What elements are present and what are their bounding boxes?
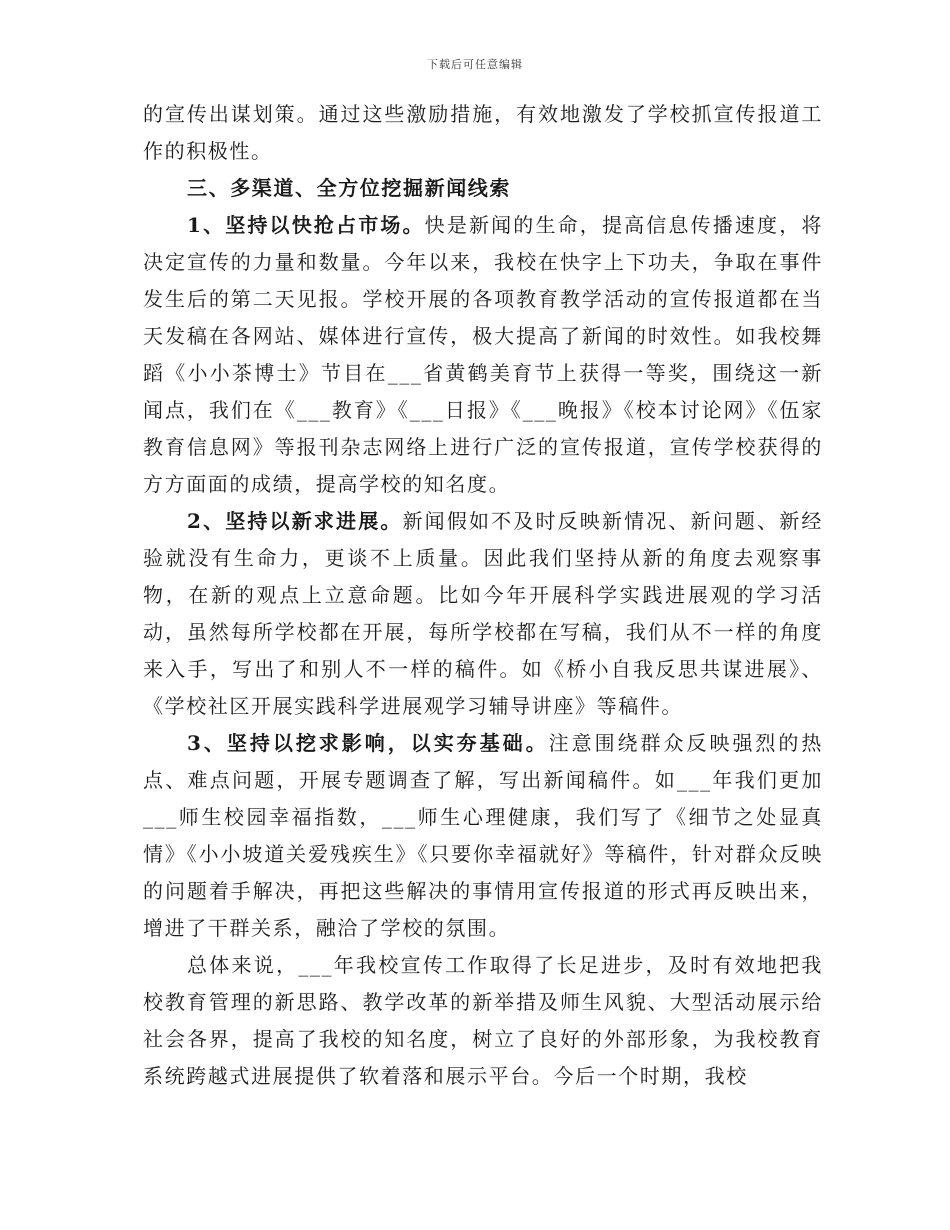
paragraph-text: 的宣传出谋划策。通过这些激励措施，有效地激发了学校抓宣传报道工作的积极性。 [143, 102, 823, 163]
paragraph-text: 新闻假如不及时反映新情况、新问题、新经验就没有生命力，更谈不上质量。因此我们坚持从新的角度去观察事物，在新的观点上立意命题。比如今年开展科学实践进展观的学习活动，虽然每所学校都在开展，每所学校都在写稿，我们从不一样的角度来入手，写出了和别人不一样的稿件。如《桥小自我反思共谋进展》、《学校社区开展实践科学进展观学习辅导讲座》等稿件。 [143, 509, 823, 718]
paragraph-text: 注意围绕群众反映强烈的热点、难点问题，开展专题调查了解，写出新闻稿件。如___年我们更加___师生校园幸福指数，___师生心理健康，我们写了《细节之处显真情》《小小坡道关爱残疾生》《只要你幸福就好》等稿件，针对群众反映的问题着手解决，再把这些解决的事情用宣传报道的形式再反映出来，增进了干群关系，融洽了学校的氛围。 [143, 731, 823, 940]
paragraph-lead: 2、坚持以新求进展。 [187, 509, 403, 533]
paragraph-continuation [143, 96, 823, 170]
paragraph-text: 总体来说，___年我校宣传工作取得了长足进步，及时有效地把我校教育管理的新思路、教学改革的新举措及师生风貌、大型活动展示给社会各界，提高了我校的知名度，树立了良好的外部形象，为我校教育系统跨越式进展提供了软着落和展示平台。今后一个时期，我校 [143, 953, 823, 1088]
section-heading-text: 三、多渠道、全方位挖掘新闻线索 [187, 176, 511, 200]
section-heading [143, 170, 823, 207]
paragraph-summary [143, 947, 823, 1095]
paragraph-point-1 [143, 207, 823, 503]
paragraph-lead: 3、坚持以挖求影响，以实夯基础。 [187, 731, 549, 755]
paragraph-point-2 [143, 503, 823, 725]
paragraph-point-3 [143, 725, 823, 947]
paragraph-text: 快是新闻的生命，提高信息传播速度，将决定宣传的力量和数量。今年以来，我校在快字上下功夫，争取在事件发生后的第二天见报。学校开展的各项教育教学活动的宣传报道都在当天发稿在各网站、媒体进行宣传，极大提高了新闻的时效性。如我校舞蹈《小小茶博士》节目在___省黄鹤美育节上获得一等奖，围绕这一新闻点，我们在《___教育》《___日报》《___晚报》《校本讨论网》《伍家教育信息网》等报刊杂志网络上进行广泛的宣传报道，宣传学校获得的方方面面的成绩，提高学校的知名度。 [143, 213, 823, 496]
document-body [143, 96, 823, 1095]
paragraph-lead: 1、坚持以快抢占市场。 [187, 213, 425, 237]
page-header-note: 下载后可任意编辑 [427, 58, 523, 71]
